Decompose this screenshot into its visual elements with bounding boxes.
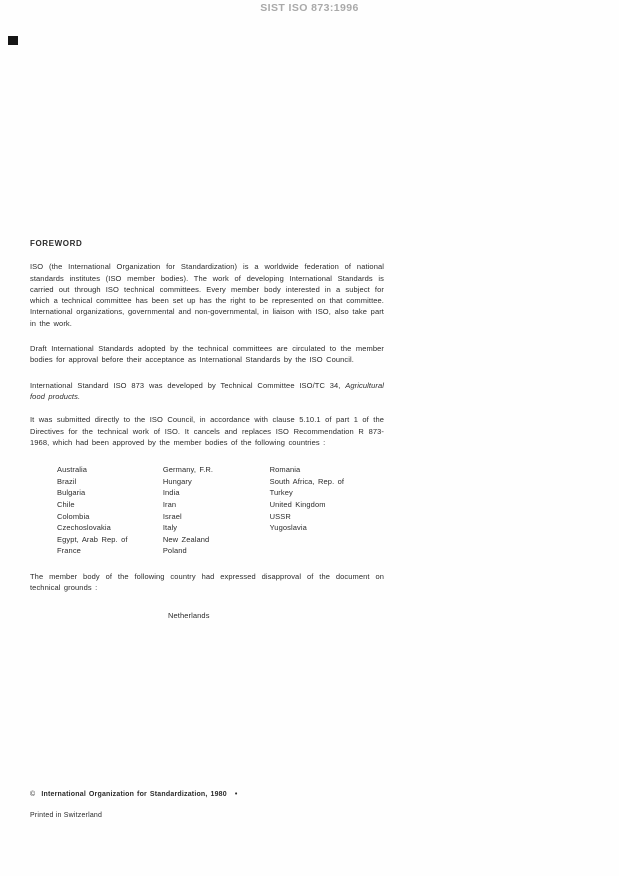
list-item: Czechoslovakia	[57, 523, 111, 533]
list-item: Chile	[57, 499, 75, 509]
list-item: Iran	[162, 499, 177, 509]
list-item: Israel	[162, 511, 182, 521]
countries-column-1	[57, 464, 163, 557]
countries-column-3	[270, 464, 384, 557]
list-item: France	[57, 546, 81, 556]
registration-mark	[8, 36, 18, 45]
bullet-icon: •	[234, 791, 238, 798]
foreword-section	[30, 238, 384, 621]
disapproving-country: Netherlands	[168, 610, 210, 620]
list-item: Australia	[57, 465, 88, 475]
list-item: Bulgaria	[57, 488, 86, 498]
technical-committee-text: International Standard ISO 873 was developed by Technical Committee ISO/TC 34,	[30, 380, 346, 390]
paragraph-technical-committee	[30, 380, 384, 403]
list-item: Brazil	[57, 476, 77, 486]
list-item: Hungary	[162, 476, 192, 486]
paragraph-submission: It was submitted directly to the ISO Council, in accordance with clause 5.10.1 of part 1 of the Directives for the technical work of ISO. It cancels and replaces ISO Recommendation R 873-1968, which had been approved by the member bodies of the following countries :	[30, 415, 384, 447]
document-reference-header: SIST ISO 873:1996	[260, 2, 359, 14]
list-item: Egypt, Arab Rep. of	[57, 534, 128, 544]
paragraph-iso-federation: ISO (the International Organization for Standardization) is a worldwide federation of national standards institutes (ISO member bodies). The work of developing International Standards is carried out through ISO technical committees. Every member body interested in a subject for which a technical committee has been set up has the right to be represented on that committee. International organizations, governmental and non-governmental, in liaison with ISO, also take part in the work.	[30, 262, 384, 328]
list-item: Turkey	[269, 488, 293, 498]
copyright-icon: ©	[30, 791, 36, 798]
copyright-line	[30, 791, 238, 798]
list-item: Poland	[162, 546, 187, 556]
printed-in-note: Printed in Switzerland	[30, 812, 103, 819]
list-item: USSR	[269, 511, 291, 521]
list-item: New Zealand	[162, 534, 210, 544]
list-item: Romania	[269, 465, 301, 475]
list-item: South Africa, Rep. of	[269, 476, 345, 486]
paragraph-disapproval: The member body of the following country had expressed disapproval of the document on technical grounds :	[30, 571, 384, 593]
list-item: Colombia	[57, 511, 90, 521]
list-item: Italy	[162, 523, 178, 533]
countries-column-2	[163, 464, 270, 557]
foreword-title: FOREWORD	[30, 239, 83, 248]
copyright-text: International Organization for Standardization, 1980	[41, 791, 227, 798]
list-item: Yugoslavia	[269, 523, 307, 533]
approving-countries-list	[57, 464, 384, 557]
paragraph-draft-standards: Draft International Standards adopted by the technical committees are circulated to the member bodies for approval before their acceptance as International Standards by the ISO Council.	[30, 344, 384, 365]
technical-committee-subject: Agricultural food products.	[30, 380, 384, 401]
list-item: Germany, F.R.	[162, 465, 214, 475]
list-item: United Kingdom	[269, 499, 326, 509]
list-item: India	[162, 488, 180, 498]
